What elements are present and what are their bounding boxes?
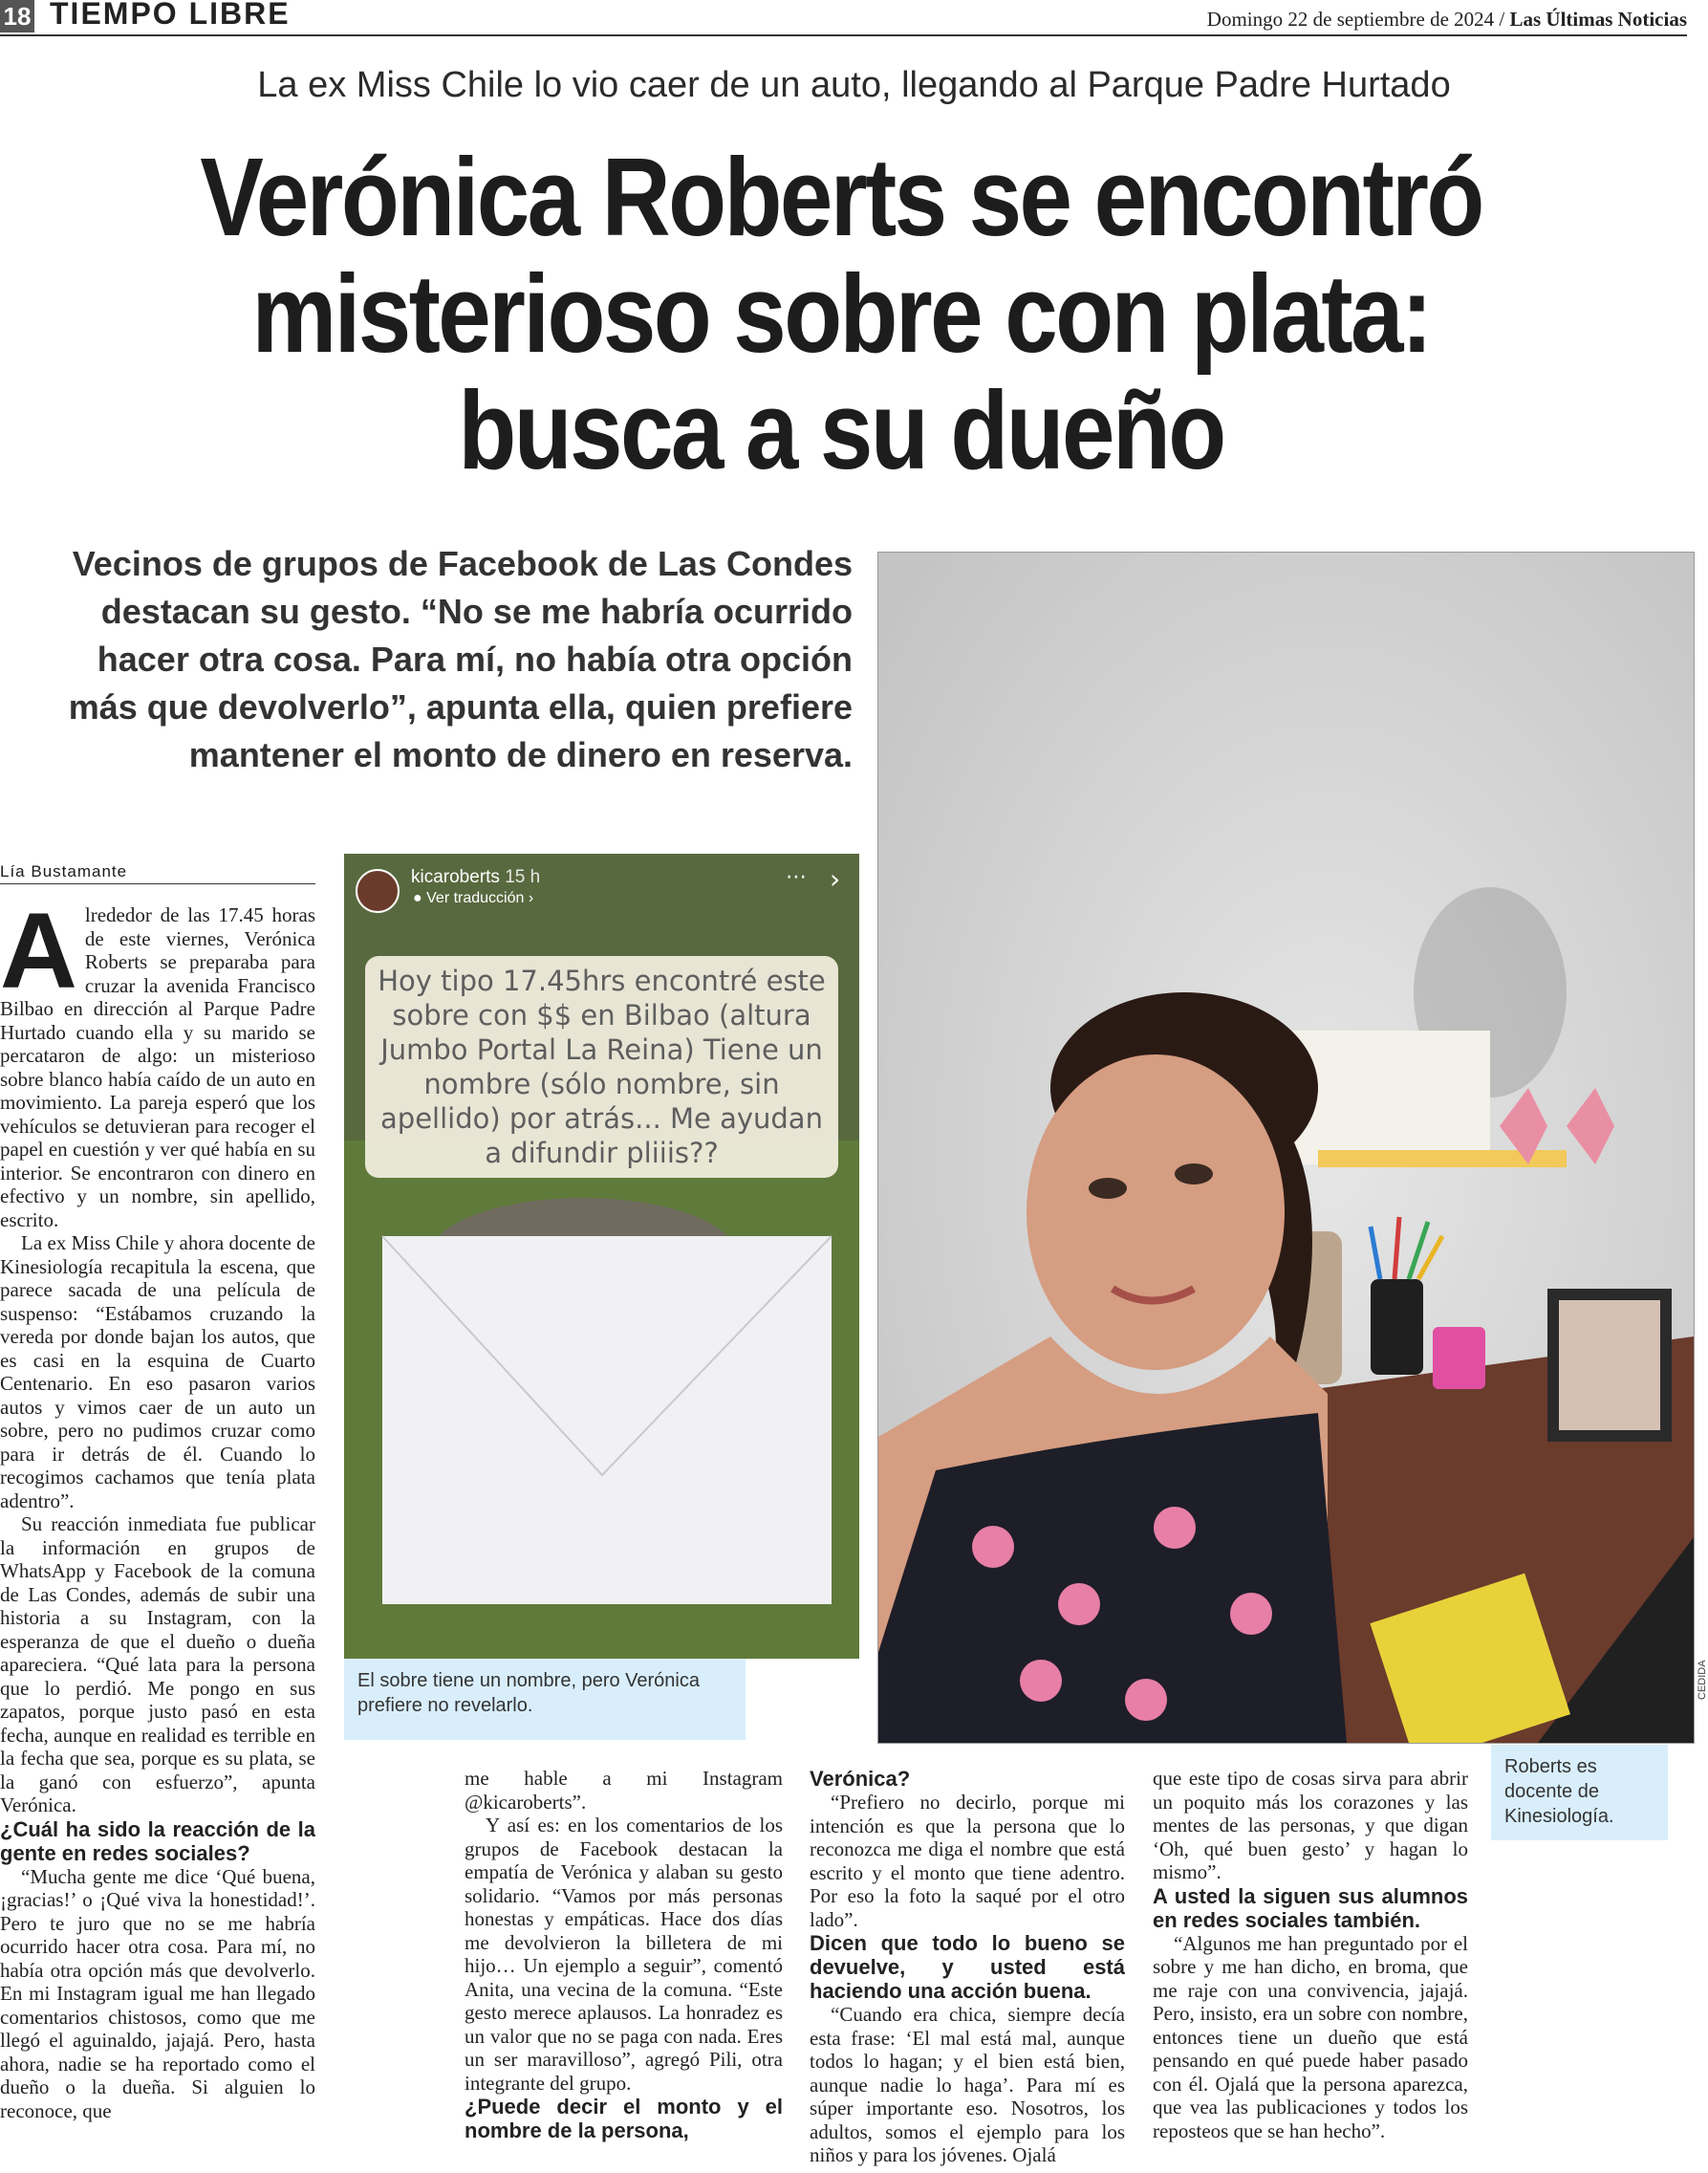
date: Domingo 22 de septiembre de 2024 /: [1206, 8, 1505, 31]
paragraph: Su reacción inmediata fue publicar la información en grupos de WhatsApp y Facebook de la comuna de Las Condes, además de subir una historia a su Instagram, con la esperanza de que el dueño o dueña apareciera. “Qué lata para la persona que lo perdió. Me pongo en sus zapatos, porque justo pasó en esta fecha, aunque en realidad es terrible en la fecha que sea, porque es su plata, se la ganó con esfuerzo”, apunta Verónica.: [0, 1512, 315, 1816]
question: A usted la siguen sus alumnos en redes sociales también.: [1153, 1883, 1468, 1932]
chevron-right-icon[interactable]: ›: [830, 863, 841, 895]
translate-link[interactable]: ● Ver traducción ›: [413, 890, 534, 906]
paragraph: que este tipo de cosas sirva para abrir un poquito más los corazones y las mentes de las personas, y que digan ‘Oh, qué buen gesto’ y hagan lo mismo”.: [1153, 1767, 1468, 1883]
page-number: 18: [0, 0, 34, 33]
dateline: [1207, 8, 1687, 32]
story-time: 15 h: [505, 867, 541, 887]
portrait-illustration: [878, 553, 1694, 1743]
avatar: [356, 869, 400, 913]
story-text: Hoy tipo 17.45hrs encontré este sobre con $$ en Bilbao (altura Jumbo Portal La Reina) Tiene un nombre (sólo nombre, sin apellido) por atrás... Me ayudan a difundir pliiis??: [365, 956, 838, 1178]
question-continued: Verónica?: [810, 1767, 911, 1791]
header-rule: [0, 34, 1687, 36]
section-title: TIEMPO LIBRE: [50, 0, 291, 31]
instagram-story-photo: [344, 854, 859, 1659]
column-1: [0, 903, 315, 2173]
more-icon[interactable]: ⋯: [786, 865, 807, 889]
paragraph: Y así es: en los comentarios de los grupos de Facebook destacan la empatía de Verónica y alaban su gesto solidario. “Vamos por más personas honestas y empáticas. Hace dos días me devolvieron la billetera de mi hijo… Un ejemplo a seguir”, comentó Anita, una vecina de la comuna. “Este gesto merece aplausos. La honradez es un valor que no se paga con nada. Eres un ser maravilloso”, agregó Pili, otra integrante del grupo.: [465, 1814, 783, 2095]
photo-credit: CEDIDA: [1697, 1660, 1708, 1700]
paragraph: “Cuando era chica, siempre decía esta frase: ‘El mal está mal, aunque todos lo hagan; y el bien está bien, aunque nadie lo haga’. Para mí es súper importante eso. Nosotros, los adultos, somos el ejemplo para los niños y para los jóvenes. Ojalá: [810, 2003, 1125, 2166]
paragraph: “Prefiero no decirlo, porque mi intención es que la persona que lo reconozca me diga el nombre que está escrito y el monto que tiene adentro. Por eso la foto la saqué por el otro lado”.: [810, 1791, 1125, 1931]
translate-label: Ver traducción: [426, 890, 525, 906]
question: ¿Cuál ha sido la reacción de la gente en redes sociales?: [0, 1816, 315, 1865]
story-caption: El sobre tiene un nombre, pero Verónica prefiere no revelarlo.: [344, 1659, 746, 1740]
headline: Verónica Roberts se encontró misterioso sobre con plata: busca a su dueño: [200, 135, 1482, 492]
deck: Vecinos de grupos de Facebook de Las Condes destacan su gesto. “No se me habría ocurrido hacer otra cosa. Para mí, no había otra opción más que devolverlo”, apunta ella, quien prefiere mantener el monto de dinero en reserva.: [68, 544, 853, 774]
kicker: La ex Miss Chile lo vio caer de un auto, llegando al Parque Padre Hurtado: [257, 65, 1451, 105]
paragraph: “Algunos me han preguntado por el sobre y me han dicho, en broma, que me raje con una convivencia, jajajá. Pero, insisto, era un sobre con nombre, entonces tiene un dueño que está pensando en qué puede haber pasado con él. Ojalá que la persona aparezca, que vea las publicaciones y todos los reposteos que se han hecho”.: [1153, 1931, 1468, 2142]
column-3: [810, 1767, 1125, 2173]
byline: Lía Bustamante: [0, 862, 315, 884]
column-4: [1153, 1767, 1468, 2173]
publication-name: Las Últimas Noticias: [1509, 8, 1687, 31]
paragraph: me hable a mi Instagram @kicaroberts”.: [465, 1767, 783, 1814]
paragraph: “Mucha gente me dice ‘Qué buena, ¡gracias!’ o ¡Qué viva la honestidad!’. Pero te juro que no se me habría ocurrido hacer otra cosa. Para mí, no había otra opción más que devolverlo. En mi Instagram igual me han llegado comentarios chistosos, como que me llegó el aguinaldo, jajajá. Pero, hasta ahora, nadie se ha reportado como el dueño o la dueña. Si alguien lo reconoce, que: [0, 1864, 315, 2122]
paragraph: lrededor de las 17.45 horas de este viernes, Verónica Roberts se preparaba para cruzar la avenida Francisco Bilbao en dirección al Parque Padre Hurtado cuando ella y su marido se percataron de algo: un misterioso sobre blanco había caído de un auto en movimiento. La pareja esperó que los vehículos se detuvieran para recoger el papel en cuestión y ver qué había en su interior. Se encontraron con dinero en efectivo y un nombre, sin apellido, escrito.: [0, 903, 315, 1231]
question: Dicen que todo lo bueno se devuelve, y usted está haciendo una acción buena.: [810, 1931, 1125, 2003]
main-photo: [877, 552, 1695, 1744]
photo-caption: Roberts es docente de Kinesiología.: [1491, 1745, 1668, 1840]
column-2: [465, 1767, 783, 2173]
question: ¿Puede decir el monto y el nombre de la persona,: [465, 2095, 783, 2142]
story-username: kicaroberts: [411, 867, 500, 887]
globe-icon: ●: [413, 890, 422, 906]
paragraph: La ex Miss Chile y ahora docente de Kinesiología recapitula la escena, que parece sacada de una película de suspenso: “Estábamos cruzando la vereda por donde bajan los autos, que es casi en la esquina de Cuarto Centenario. En eso pasaron varios autos y vimos caer de un auto un sobre, pero no pudimos cruzar como para ir detrás de él. Cuando lo recogimos cachamos que tenía plata adentro”.: [0, 1231, 315, 1512]
drop-cap: A: [0, 903, 77, 1010]
